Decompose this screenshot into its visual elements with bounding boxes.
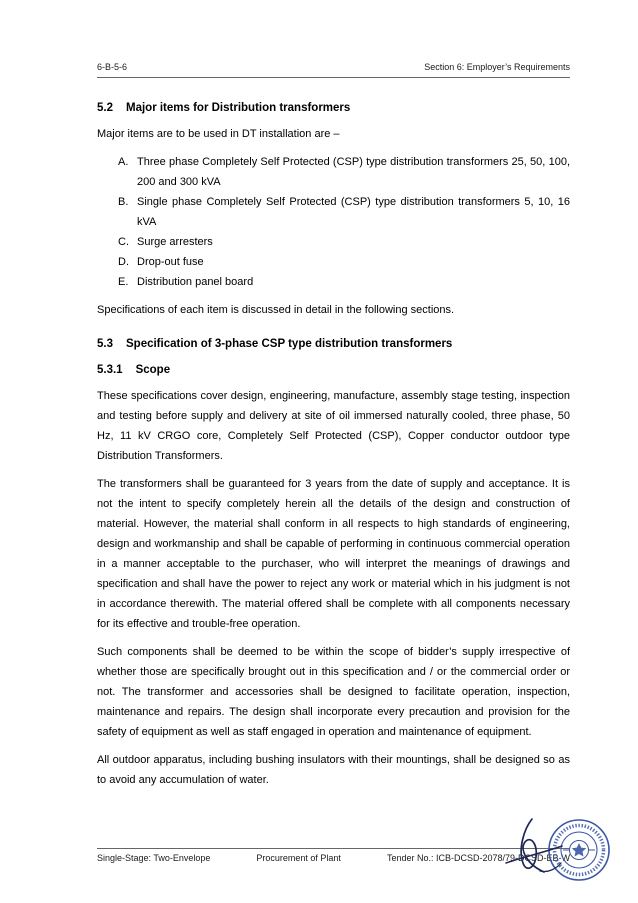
list-item-text: Distribution panel board: [137, 276, 254, 288]
list-item: [118, 152, 570, 192]
list-item: [118, 192, 570, 232]
paragraph: The transformers shall be guaranteed for 3 years from the date of supply and acceptance. It is not the intent to specify completely herein all the details of the design and construction of material. However, the material shall conform in all respects to high standards of engineering, design and workmanship and shall be capable of performing in continuous commercial operation in a manner acceptable to the purchaser, who will interpret the meanings of drawings and specification and shall have the power to reject any work or material which in his judgment is not in accordance therewith. The material offered shall be complete with all components necessary for its effective and trouble-free operation.: [97, 478, 570, 630]
footer-document-type: Procurement of Plant: [256, 853, 341, 863]
heading-5-3-number: 5.3: [97, 338, 113, 350]
list-item-letter: C.: [118, 236, 129, 248]
paragraph-intro: Major items are to be used in DT installation are –: [97, 128, 340, 140]
list-item-text: Single phase Completely Self Protected (CSP) type distribution transformers 5, 10, 16 kVA: [137, 196, 570, 228]
heading-5-3-1-title: Scope: [135, 364, 171, 376]
major-items-list: [118, 152, 570, 292]
list-item-letter: A.: [118, 156, 129, 168]
heading-5-2-number: 5.2: [97, 102, 113, 114]
paragraph-after-list: Specifications of each item is discussed in detail in the following sections.: [97, 304, 455, 316]
list-item: [118, 272, 570, 292]
paragraph: All outdoor apparatus, including bushing insulators with their mountings, shall be designed so as to avoid any accumulation of water.: [97, 754, 570, 786]
heading-5-3-title: Specification of 3-phase CSP type distribution transformers: [126, 338, 453, 350]
heading-5-3-1-number: 5.3.1: [97, 364, 123, 376]
paragraph: Such components shall be deemed to be within the scope of bidder’s supply irrespective of whether those are specifically brought out in this specification and / or the commercial order or not. The transformer and accessories shall be designed to facilitate operation, inspection, maintenance and repairs. The design shall incorporate every precaution and provision for the safety of equipment as well as staff engaged in operation and maintenance of equipment.: [97, 646, 570, 738]
list-item-text: Surge arresters: [137, 236, 213, 248]
heading-5-2: [97, 98, 570, 118]
signature-icon: [498, 815, 568, 879]
heading-5-2-title: Major items for Distribution transformers: [126, 102, 351, 114]
footer-tender-number: Tender No.: ICB-DCSD-2078/79-DCSD-EB-W: [386, 853, 570, 863]
footer-procurement-stage: Single-Stage: Two-Envelope: [97, 853, 211, 863]
list-item-letter: B.: [118, 196, 129, 208]
header-section-title: Section 6: Employer’s Requirements: [424, 62, 570, 72]
list-item-text: Drop-out fuse: [137, 256, 204, 268]
heading-5-3-1: [97, 360, 570, 380]
paragraph: These specifications cover design, engineering, manufacture, assembly stage testing, inspection and testing before supply and delivery at site of oil immersed naturally cooled, three phase, 50 Hz, 11 kV CRGO core, Completely Self Protected (CSP), Copper conductor outdoor type Distribution Transformers.: [97, 390, 570, 462]
list-item-text: Three phase Completely Self Protected (CSP) type distribution transformers 25, 50, 100, 200 and 300 kVA: [137, 156, 570, 188]
page-footer: [97, 848, 570, 863]
page-header: [97, 62, 570, 78]
list-item: [118, 252, 570, 272]
list-item: [118, 232, 570, 252]
list-item-letter: D.: [118, 256, 129, 268]
list-item-letter: E.: [118, 276, 129, 288]
heading-5-3: [97, 334, 570, 354]
document-body: [97, 92, 570, 798]
header-doc-code: 6-B-5-6: [97, 62, 128, 72]
